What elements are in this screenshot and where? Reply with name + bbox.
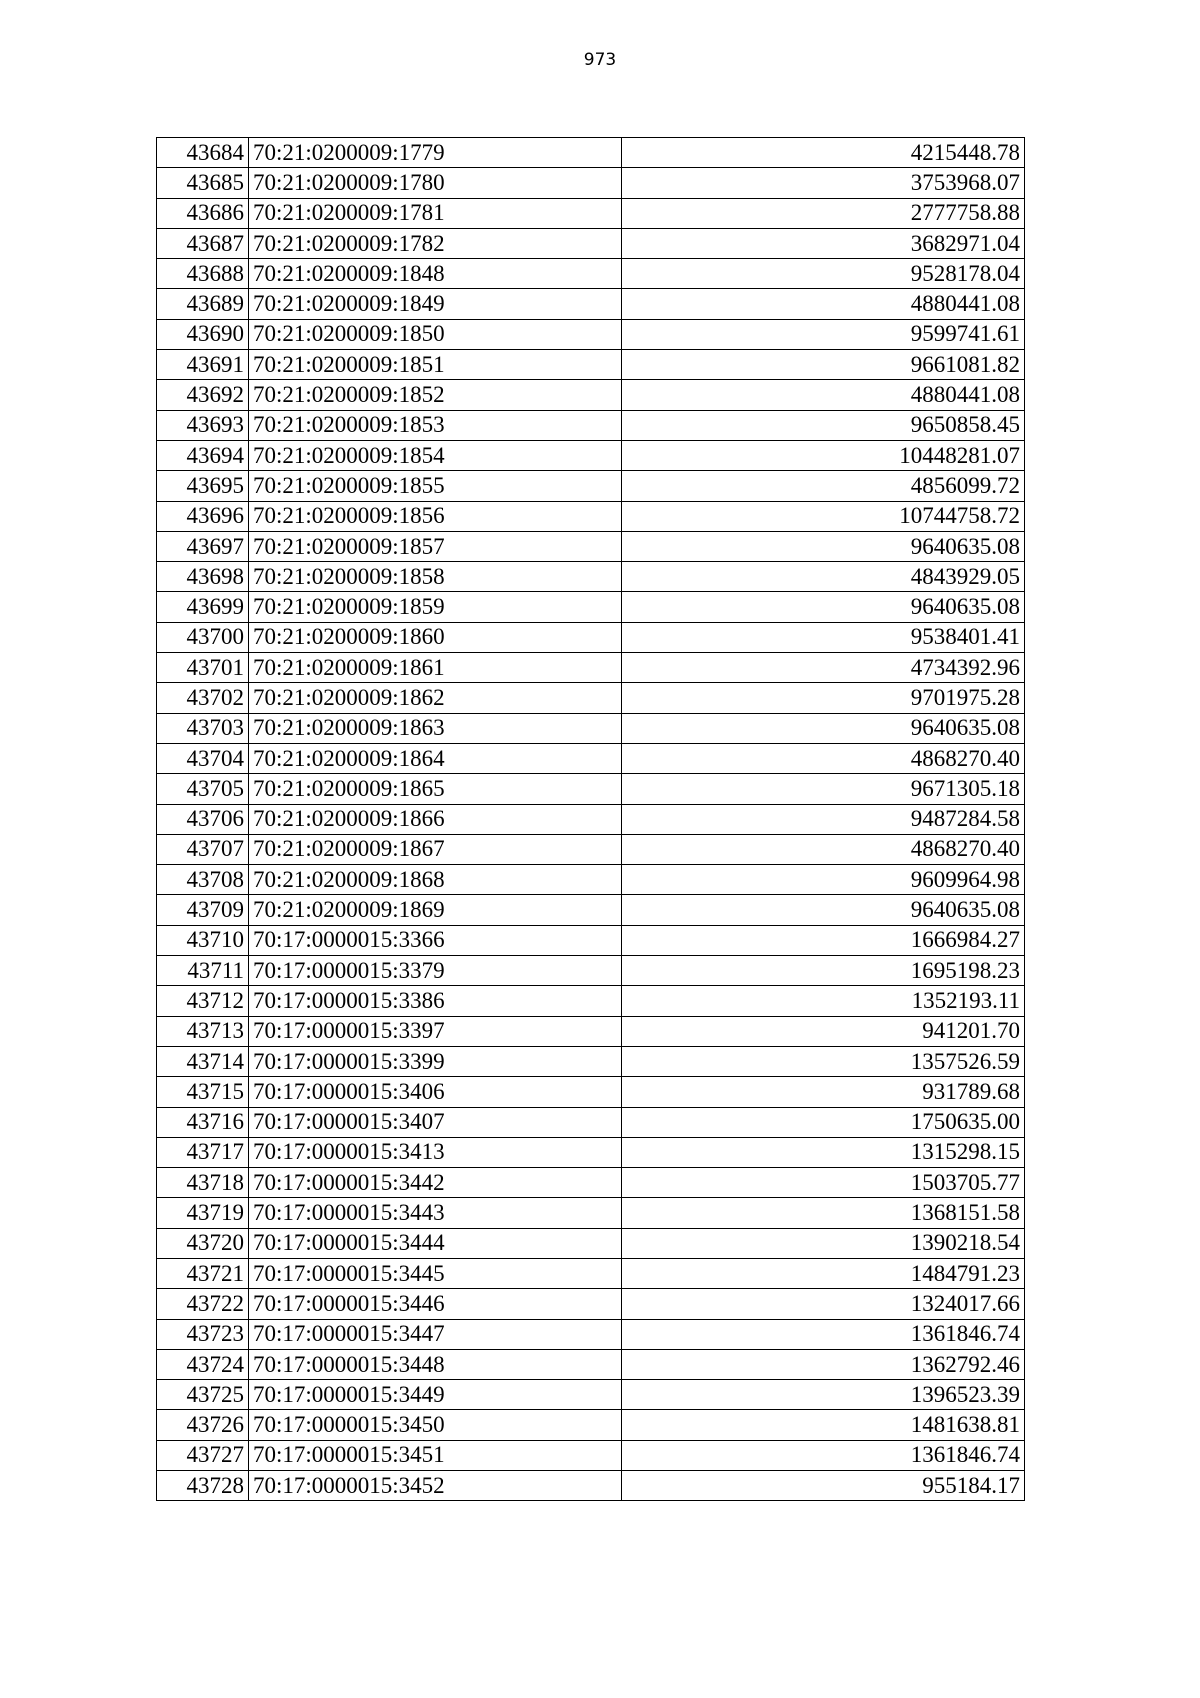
table-row [157, 562, 1025, 592]
cadastral-value-cell: 3753968.07 [622, 168, 1025, 198]
cadastral-number-cell: 70:21:0200009:1865 [249, 774, 622, 804]
row-number-cell: 43708 [157, 865, 249, 895]
cadastral-value-cell: 1481638.81 [622, 1410, 1025, 1440]
cadastral-value-cell: 4868270.40 [622, 834, 1025, 864]
cadastral-value-cell: 1390218.54 [622, 1228, 1025, 1258]
row-number-cell: 43686 [157, 198, 249, 228]
cadastral-number-cell: 70:17:0000015:3397 [249, 1016, 622, 1046]
row-number-cell: 43717 [157, 1137, 249, 1167]
cadastral-value-cell: 931789.68 [622, 1077, 1025, 1107]
row-number-cell: 43714 [157, 1046, 249, 1076]
table-row [157, 410, 1025, 440]
cadastral-value-cell: 1368151.58 [622, 1198, 1025, 1228]
cadastral-number-cell: 70:21:0200009:1862 [249, 683, 622, 713]
cadastral-value-cell: 4215448.78 [622, 138, 1025, 168]
cadastral-number-cell: 70:17:0000015:3379 [249, 956, 622, 986]
row-number-cell: 43698 [157, 562, 249, 592]
cadastral-value-cell: 4868270.40 [622, 743, 1025, 773]
cadastral-number-cell: 70:17:0000015:3413 [249, 1137, 622, 1167]
cadastral-number-cell: 70:21:0200009:1851 [249, 350, 622, 380]
row-number-cell: 43722 [157, 1289, 249, 1319]
row-number-cell: 43715 [157, 1077, 249, 1107]
cadastral-value-cell: 1357526.59 [622, 1046, 1025, 1076]
cadastral-value-cell: 9528178.04 [622, 259, 1025, 289]
row-number-cell: 43726 [157, 1410, 249, 1440]
cadastral-number-cell: 70:21:0200009:1850 [249, 319, 622, 349]
table-row [157, 653, 1025, 683]
row-number-cell: 43704 [157, 743, 249, 773]
row-number-cell: 43712 [157, 986, 249, 1016]
table-row [157, 1440, 1025, 1470]
table-row [157, 834, 1025, 864]
cadastral-value-cell: 9640635.08 [622, 713, 1025, 743]
table-row [157, 1410, 1025, 1440]
table-row [157, 1349, 1025, 1379]
table-row [157, 1168, 1025, 1198]
cadastral-value-cell: 9538401.41 [622, 622, 1025, 652]
cadastral-value-cell: 4856099.72 [622, 471, 1025, 501]
cadastral-value-cell: 1352193.11 [622, 986, 1025, 1016]
cadastral-number-cell: 70:21:0200009:1864 [249, 743, 622, 773]
table-row [157, 713, 1025, 743]
cadastral-number-cell: 70:17:0000015:3452 [249, 1471, 622, 1501]
row-number-cell: 43720 [157, 1228, 249, 1258]
cadastral-number-cell: 70:17:0000015:3449 [249, 1380, 622, 1410]
row-number-cell: 43700 [157, 622, 249, 652]
cadastral-value-cell: 1484791.23 [622, 1258, 1025, 1288]
table-row [157, 1137, 1025, 1167]
table-row [157, 228, 1025, 258]
cadastral-number-cell: 70:21:0200009:1779 [249, 138, 622, 168]
cadastral-number-cell: 70:17:0000015:3406 [249, 1077, 622, 1107]
table-row [157, 925, 1025, 955]
cadastral-value-cell: 9640635.08 [622, 592, 1025, 622]
cadastral-number-cell: 70:21:0200009:1849 [249, 289, 622, 319]
cadastral-number-cell: 70:17:0000015:3386 [249, 986, 622, 1016]
cadastral-value-cell: 9609964.98 [622, 865, 1025, 895]
page-number: 973 [583, 50, 617, 70]
cadastral-value-cell: 3682971.04 [622, 228, 1025, 258]
cadastral-value-cell: 9671305.18 [622, 774, 1025, 804]
table-row [157, 289, 1025, 319]
cadastral-value-cell: 1750635.00 [622, 1107, 1025, 1137]
cadastral-value-cell: 4880441.08 [622, 380, 1025, 410]
table-row [157, 380, 1025, 410]
table-row [157, 1289, 1025, 1319]
row-number-cell: 43692 [157, 380, 249, 410]
cadastral-number-cell: 70:21:0200009:1858 [249, 562, 622, 592]
table-row [157, 259, 1025, 289]
row-number-cell: 43705 [157, 774, 249, 804]
cadastral-number-cell: 70:17:0000015:3407 [249, 1107, 622, 1137]
cadastral-value-cell: 1503705.77 [622, 1168, 1025, 1198]
cadastral-value-cell: 9640635.08 [622, 895, 1025, 925]
table-row [157, 774, 1025, 804]
row-number-cell: 43721 [157, 1258, 249, 1288]
row-number-cell: 43688 [157, 259, 249, 289]
row-number-cell: 43684 [157, 138, 249, 168]
cadastral-number-cell: 70:21:0200009:1855 [249, 471, 622, 501]
cadastral-value-cell: 1361846.74 [622, 1440, 1025, 1470]
table-row [157, 440, 1025, 470]
cadastral-value-cell: 4880441.08 [622, 289, 1025, 319]
cadastral-value-cell: 10448281.07 [622, 440, 1025, 470]
cadastral-number-cell: 70:21:0200009:1854 [249, 440, 622, 470]
row-number-cell: 43724 [157, 1349, 249, 1379]
cadastral-number-cell: 70:17:0000015:3444 [249, 1228, 622, 1258]
row-number-cell: 43723 [157, 1319, 249, 1349]
table-row [157, 1258, 1025, 1288]
cadastral-value-cell: 941201.70 [622, 1016, 1025, 1046]
row-number-cell: 43710 [157, 925, 249, 955]
table-row [157, 1046, 1025, 1076]
row-number-cell: 43706 [157, 804, 249, 834]
cadastral-number-cell: 70:21:0200009:1853 [249, 410, 622, 440]
table-row [157, 198, 1025, 228]
table-row [157, 804, 1025, 834]
cadastral-number-cell: 70:21:0200009:1782 [249, 228, 622, 258]
cadastral-number-cell: 70:21:0200009:1860 [249, 622, 622, 652]
row-number-cell: 43696 [157, 501, 249, 531]
cadastral-value-cell: 1324017.66 [622, 1289, 1025, 1319]
row-number-cell: 43719 [157, 1198, 249, 1228]
cadastral-value-cell: 9701975.28 [622, 683, 1025, 713]
cadastral-value-cell: 1695198.23 [622, 956, 1025, 986]
table-row [157, 1228, 1025, 1258]
cadastral-value-cell: 1315298.15 [622, 1137, 1025, 1167]
cadastral-value-cell: 1396523.39 [622, 1380, 1025, 1410]
cadastral-value-cell: 9599741.61 [622, 319, 1025, 349]
table-row [157, 501, 1025, 531]
cadastral-value-cell: 1666984.27 [622, 925, 1025, 955]
table-row [157, 531, 1025, 561]
table-row [157, 1471, 1025, 1501]
cadastral-value-cell: 9661081.82 [622, 350, 1025, 380]
cadastral-value-table [156, 137, 1025, 1501]
cadastral-number-cell: 70:17:0000015:3447 [249, 1319, 622, 1349]
cadastral-value-cell: 2777758.88 [622, 198, 1025, 228]
row-number-cell: 43707 [157, 834, 249, 864]
row-number-cell: 43691 [157, 350, 249, 380]
cadastral-number-cell: 70:21:0200009:1863 [249, 713, 622, 743]
table-row [157, 319, 1025, 349]
table-row [157, 168, 1025, 198]
cadastral-value-cell: 4843929.05 [622, 562, 1025, 592]
table-row [157, 622, 1025, 652]
row-number-cell: 43728 [157, 1471, 249, 1501]
cadastral-number-cell: 70:21:0200009:1852 [249, 380, 622, 410]
row-number-cell: 43709 [157, 895, 249, 925]
table-row [157, 1016, 1025, 1046]
cadastral-number-cell: 70:17:0000015:3448 [249, 1349, 622, 1379]
row-number-cell: 43689 [157, 289, 249, 319]
table-row [157, 592, 1025, 622]
cadastral-number-cell: 70:21:0200009:1866 [249, 804, 622, 834]
table-row [157, 1107, 1025, 1137]
cadastral-number-cell: 70:17:0000015:3443 [249, 1198, 622, 1228]
cadastral-value-cell: 1362792.46 [622, 1349, 1025, 1379]
table-row [157, 138, 1025, 168]
cadastral-number-cell: 70:21:0200009:1859 [249, 592, 622, 622]
cadastral-number-cell: 70:21:0200009:1857 [249, 531, 622, 561]
row-number-cell: 43703 [157, 713, 249, 743]
table-row [157, 683, 1025, 713]
row-number-cell: 43687 [157, 228, 249, 258]
row-number-cell: 43685 [157, 168, 249, 198]
table-row [157, 956, 1025, 986]
row-number-cell: 43713 [157, 1016, 249, 1046]
cadastral-number-cell: 70:21:0200009:1867 [249, 834, 622, 864]
row-number-cell: 43699 [157, 592, 249, 622]
row-number-cell: 43690 [157, 319, 249, 349]
row-number-cell: 43697 [157, 531, 249, 561]
cadastral-value-cell: 1361846.74 [622, 1319, 1025, 1349]
table-row [157, 895, 1025, 925]
table-body [157, 138, 1025, 1501]
row-number-cell: 43718 [157, 1168, 249, 1198]
table-row [157, 1198, 1025, 1228]
row-number-cell: 43725 [157, 1380, 249, 1410]
cadastral-number-cell: 70:21:0200009:1868 [249, 865, 622, 895]
cadastral-number-cell: 70:17:0000015:3446 [249, 1289, 622, 1319]
cadastral-number-cell: 70:21:0200009:1869 [249, 895, 622, 925]
cadastral-number-cell: 70:21:0200009:1780 [249, 168, 622, 198]
row-number-cell: 43711 [157, 956, 249, 986]
row-number-cell: 43693 [157, 410, 249, 440]
row-number-cell: 43695 [157, 471, 249, 501]
cadastral-number-cell: 70:17:0000015:3442 [249, 1168, 622, 1198]
cadastral-number-cell: 70:21:0200009:1861 [249, 653, 622, 683]
table-row [157, 865, 1025, 895]
cadastral-number-cell: 70:17:0000015:3399 [249, 1046, 622, 1076]
row-number-cell: 43694 [157, 440, 249, 470]
cadastral-number-cell: 70:17:0000015:3450 [249, 1410, 622, 1440]
cadastral-value-cell: 10744758.72 [622, 501, 1025, 531]
table-row [157, 471, 1025, 501]
row-number-cell: 43701 [157, 653, 249, 683]
cadastral-number-cell: 70:17:0000015:3451 [249, 1440, 622, 1470]
cadastral-number-cell: 70:21:0200009:1848 [249, 259, 622, 289]
row-number-cell: 43702 [157, 683, 249, 713]
cadastral-number-cell: 70:21:0200009:1781 [249, 198, 622, 228]
table-row [157, 1319, 1025, 1349]
cadastral-number-cell: 70:21:0200009:1856 [249, 501, 622, 531]
row-number-cell: 43727 [157, 1440, 249, 1470]
row-number-cell: 43716 [157, 1107, 249, 1137]
table-row [157, 743, 1025, 773]
table-row [157, 350, 1025, 380]
cadastral-value-cell: 9650858.45 [622, 410, 1025, 440]
cadastral-value-cell: 955184.17 [622, 1471, 1025, 1501]
cadastral-value-cell: 4734392.96 [622, 653, 1025, 683]
cadastral-value-cell: 9487284.58 [622, 804, 1025, 834]
cadastral-number-cell: 70:17:0000015:3366 [249, 925, 622, 955]
cadastral-number-cell: 70:17:0000015:3445 [249, 1258, 622, 1288]
cadastral-value-cell: 9640635.08 [622, 531, 1025, 561]
table-row [157, 1077, 1025, 1107]
table-row [157, 1380, 1025, 1410]
table-row [157, 986, 1025, 1016]
